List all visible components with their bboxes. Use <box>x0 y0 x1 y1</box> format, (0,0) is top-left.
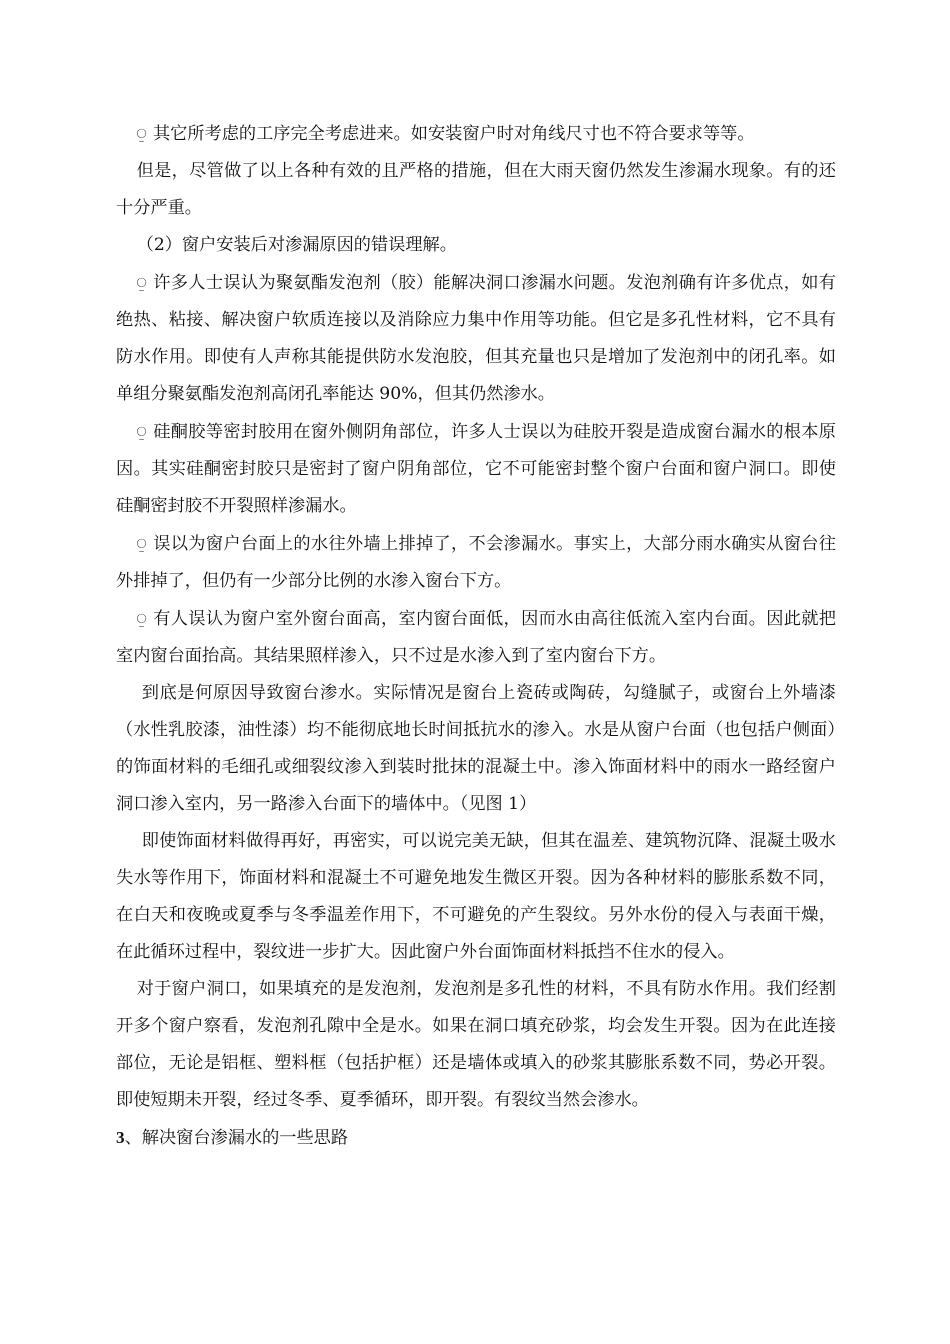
bullet-icon: ⍜ <box>136 124 147 143</box>
paragraph-text: 硅酮胶等密封胶用在窗外侧阴角部位，许多人士误以为硅胶开裂是造成窗台漏水的根本原因。其实硅酮密封胶只是密封了窗户阴角部位，它不可能密封整个窗户台面和窗户洞口。即使硅酮密封胶不开裂照样渗漏水。 <box>116 422 836 516</box>
paragraph-text: 即使饰面材料做得再好，再密实，可以说完美无缺，但其在温差、建筑物沉降、混凝土吸水失水等作用下，饰面材料和混凝土不可避免地发生微区开裂。因为各种材料的膨胀系数不同，在白天和夜晚或夏季与冬季温差作用下，不可避免的产生裂纹。另外水份的侵入与表面干燥，在此循环过程中，裂纹进一步扩大。因此窗户外台面饰面材料抵挡不住水的侵入。 <box>116 831 836 962</box>
paragraph-5 <box>116 413 836 525</box>
paragraph-text: 许多人士误认为聚氨酯发泡剂（胶）能解决洞口渗漏水问题。发泡剂确有许多优点，如有绝热、粘接、解决窗户软质连接以及消除应力集中作用等功能。但它是多孔性材料，它不具有防水作用。即使有人声称其能提供防水发泡胶，但其充量也只是增加了发泡剂中的闭孔率。如单组分聚氨酯发泡剂高闭孔率能达 90%，但其仍然渗水。 <box>116 273 836 404</box>
bullet-icon: ⍜ <box>136 609 147 628</box>
bullet-icon: ⍜ <box>136 534 147 553</box>
paragraph-6 <box>116 525 836 600</box>
paragraph-text: 误以为窗户台面上的水往外墙上排掉了，不会渗漏水。事实上，大部分雨水确实从窗台往外排掉了，但仍有一少部分比例的水渗入窗台下方。 <box>116 534 836 591</box>
paragraph-3 <box>116 227 836 264</box>
paragraph-4 <box>116 264 836 413</box>
bullet-icon: ⍜ <box>136 273 147 292</box>
paragraph-8 <box>116 675 836 823</box>
paragraph-text: 到底是何原因导致窗台渗水。实际情况是窗台上瓷砖或陶砖，勾缝腻子，或窗台上外墙漆（水性乳胶漆，油性漆）均不能彻底地长时间抵抗水的渗入。水是从窗户台面（也包括户侧面）的饰面材料的毛细孔或细裂纹渗入到装时批抹的混凝土中。渗入饰面材料中的雨水一路经窗户洞口渗入室内，另一路渗入台面下的墙体中。（见图 1） <box>116 683 836 814</box>
paragraph-text: 对于窗户洞口，如果填充的是发泡剂，发泡剂是多孔性的材料，不具有防水作用。我们经割开多个窗户察看，发泡剂孔隙中全是水。如果在洞口填充砂浆，均会发生开裂。因为在此连接部位，无论是铝框、塑料框（包括护框）还是墙体或填入的砂浆其膨胀系数不同，势必开裂。即使短期未开裂，经过冬季、夏季循环，即开裂。有裂纹当然会渗水。 <box>116 979 836 1110</box>
paragraph-7 <box>116 600 836 675</box>
paragraph-2 <box>116 153 836 227</box>
section-number: 3 <box>116 1128 125 1147</box>
section-title: 、解决窗台渗漏水的一些思路 <box>124 1128 349 1148</box>
paragraph-text: （2）窗户安装后对渗漏原因的错误理解。 <box>136 235 457 255</box>
document-page <box>116 115 836 1157</box>
paragraph-text: 但是，尽管做了以上各种有效的且严格的措施，但在大雨天窗仍然发生渗漏水现象。有的还十分严重。 <box>116 161 836 218</box>
paragraph-text: 其它所考虑的工序完全考虑进来。如安装窗户时对角线尺寸也不符合要求等等。 <box>152 124 755 144</box>
paragraph-9 <box>116 823 836 971</box>
section-heading <box>116 1119 836 1157</box>
paragraph-text: 有人误认为窗户室外窗台面高，室内窗台面低，因而水由高往低流入室内台面。因此就把室内窗台面抬高。其结果照样渗入，只不过是水渗入到了室内窗台下方。 <box>116 609 836 666</box>
paragraph-1 <box>116 115 836 153</box>
paragraph-10 <box>116 971 836 1119</box>
bullet-icon: ⍜ <box>136 422 147 441</box>
